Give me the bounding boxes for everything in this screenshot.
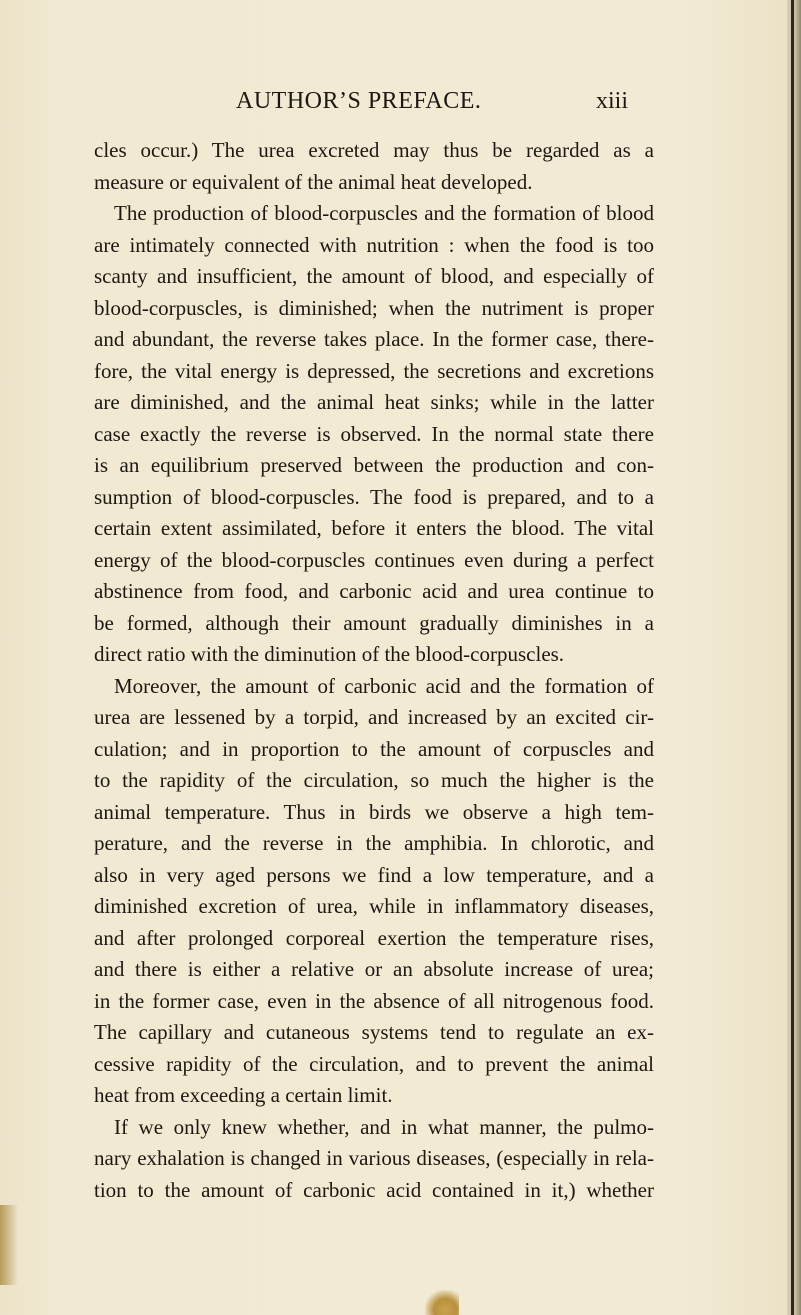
text-line: measure or equivalent of the animal heat developed. <box>94 169 533 194</box>
margin-stain <box>0 1205 18 1285</box>
text-line: abstinence from food, and carbonic acid and urea continue to <box>94 579 654 603</box>
running-title: AUTHOR’S PREFACE. <box>236 88 482 114</box>
text-line: energy of the blood-corpuscles continues even during a perfect <box>94 547 654 572</box>
text-line: The production of blood-corpuscles and the formation of blood <box>114 201 654 225</box>
page-number: xiii <box>596 88 629 114</box>
text-line: Moreover, the amount of carbonic acid and the formation of <box>114 673 654 698</box>
text-line: is an equilibrium preserved between the production and con- <box>94 453 654 477</box>
text-line: and there is either a relative or an absolute increase of urea; <box>94 957 654 981</box>
text-line: be formed, although their amount gradually diminishes in a <box>94 610 654 635</box>
text-line: and abundant, the reverse takes place. In the former case, there- <box>94 327 654 351</box>
text-line: and after prolonged corporeal exertion the temperature rises, <box>94 925 654 950</box>
text-line: animal temperature. Thus in birds we observe a high tem- <box>94 799 654 824</box>
text-line: heat from exceeding a certain limit. <box>94 1083 393 1107</box>
text-line: also in very aged persons we find a low temperature, and a <box>94 862 654 887</box>
text-line: tion to the amount of carbonic acid contained in it,) whether <box>94 1177 654 1202</box>
text-line: sumption of blood-corpuscles. The food is prepared, and to a <box>94 484 654 509</box>
text-line: cles occur.) The urea excreted may thus be regarded as a <box>94 138 654 162</box>
paper-stain <box>425 1290 459 1315</box>
text-line: blood-corpuscles, is diminished; when the nutriment is proper <box>94 295 654 320</box>
text-line: are intimately connected with nutrition : when the food is too <box>94 232 654 257</box>
text-line: urea are lessened by a torpid, and increased by an excited cir- <box>94 705 654 729</box>
page-edge <box>787 0 801 1315</box>
text-line: to the rapidity of the circulation, so much the higher is the <box>94 768 654 792</box>
text-line: are diminished, and the animal heat sinks; while in the latter <box>94 390 654 414</box>
text-line: direct ratio with the diminution of the blood-corpuscles. <box>94 642 565 666</box>
text-line: scanty and insufficient, the amount of blood, and especially of <box>94 264 654 288</box>
text-line: case exactly the reverse is observed. In the normal state there <box>94 421 654 446</box>
page-header <box>0 88 801 118</box>
text-line: culation; and in proportion to the amount of corpuscles and <box>94 736 654 761</box>
text-line: certain extent assimilated, before it enters the blood. The vital <box>94 516 654 540</box>
body-text <box>94 135 654 1206</box>
text-line: The capillary and cutaneous systems tend to regulate an ex- <box>94 1020 654 1044</box>
text-line: in the former case, even in the absence of all nitrogenous food. <box>94 988 654 1013</box>
text-line: If we only knew whether, and in what manner, the pulmo- <box>114 1114 654 1139</box>
text-line: diminished excretion of urea, while in inflammatory diseases, <box>94 894 654 918</box>
text-line: cessive rapidity of the circulation, and to prevent the animal <box>94 1051 654 1076</box>
text-line: fore, the vital energy is depressed, the secretions and excretions <box>94 358 654 383</box>
text-line: perature, and the reverse in the amphibia. In chlorotic, and <box>94 831 654 855</box>
text-line: nary exhalation is changed in various diseases, (especially in rela- <box>94 1146 654 1170</box>
